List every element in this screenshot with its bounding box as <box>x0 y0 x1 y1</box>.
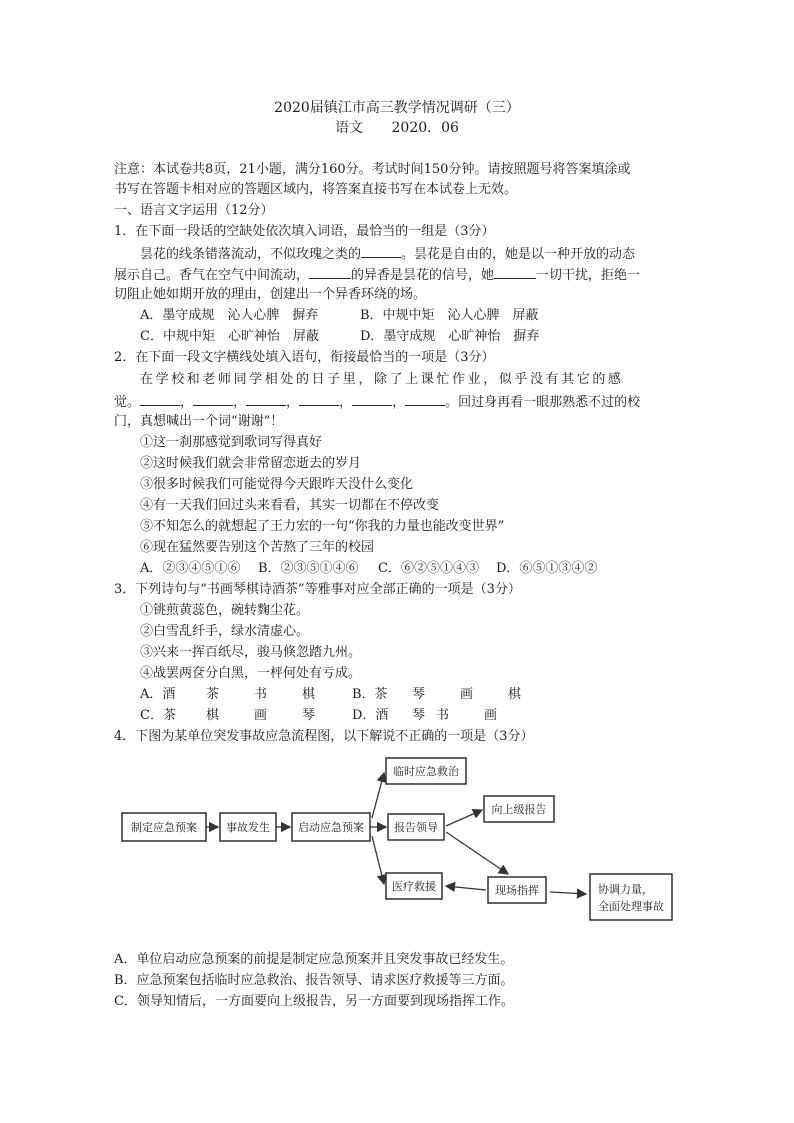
q1-option-a: A．墨守成规 沁人心脾 摒弃 <box>140 308 319 323</box>
flow-label-start-plan: 启动应急预案 <box>298 821 364 834</box>
q2-item: ④有一天我们回过头来看看，其实一切都在不停改变 <box>140 498 440 513</box>
section-heading: 一、语言文字运用（12分） <box>114 203 274 218</box>
q3-stem: 3．下列诗句与“书画琴棋诗酒茶”等雅事对应全部正确的一项是（3分） <box>114 582 521 597</box>
q1-blank-1 <box>361 243 401 258</box>
flow-node-coordinate <box>590 874 672 920</box>
flow-label-report-superior: 向上级报告 <box>491 803 547 816</box>
q2-passage-line-2: 觉。 ， ， ， ， ， 。回过身再看一眼那熟悉不过的校 <box>114 391 640 413</box>
q2-option-a: A．②③④⑤①⑥ <box>140 561 241 576</box>
q2-passage-line-3: 门，真想喊出一个词“谢谢”！ <box>114 414 284 429</box>
q1-stem: 1．在下面一段话的空缺处依次填入词语，最恰当的一组是（3分） <box>114 224 495 239</box>
q3-option-a: A．酒 <box>140 687 176 702</box>
q2-option-b: B．②③⑤①④⑥ <box>258 561 359 576</box>
emergency-flowchart <box>110 746 690 946</box>
q1-blank-3 <box>494 264 536 279</box>
q3-option-c: C．茶 <box>140 708 176 723</box>
flow-arrow <box>446 810 482 826</box>
q3-item: ②白雪乱纤手，绿水清虚心。 <box>140 624 310 639</box>
flow-label-plan: 制定应急预案 <box>131 821 197 834</box>
flow-label-first-aid: 临时应急救治 <box>393 765 459 778</box>
q1-passage-line-3: 切阻止她如期开放的理由，创建出一个异香环绕的场。 <box>114 287 427 302</box>
flow-arrow <box>372 773 384 818</box>
q1-options-row-2 <box>140 327 539 347</box>
flow-label-medical-rescue: 医疗救援 <box>392 880 436 893</box>
q1-passage-line-1: 昙花的线条错落流动，不似玫瑰之类的 。昙花是自由的，她是以一种开放的动态 <box>140 243 635 265</box>
q2-option-d: D．⑥⑤①③④② <box>496 561 598 576</box>
q3-options-row-2: C．茶 棋 画 琴 D．酒 琴 书 画 <box>140 706 497 726</box>
subject-label: 语文 <box>335 120 364 136</box>
notice-line-2: 书写在答题卡相对应的答题区域内，将答案直接书写在本试卷上无效。 <box>114 182 518 197</box>
q3-item: ③兴来一挥百纸尽，骏马倏忽踏九州。 <box>140 645 362 660</box>
q1-option-b: B．中规中矩 沁人心脾 屏蔽 <box>360 308 539 323</box>
q1-option-d: D．墨守成规 心旷神怡 摒弃 <box>360 329 540 344</box>
q4-stem: 4．下图为某单位突发事故应急流程图，以下解说不正确的一项是（3分） <box>114 729 534 744</box>
flow-label-on-site-command: 现场指挥 <box>495 884 539 897</box>
q3-option-b: B．茶 <box>352 687 388 702</box>
q1-blank-2 <box>309 264 351 279</box>
exam-date: 2020．06 <box>391 120 459 136</box>
q2-passage-line-1: 在学校和老师同学相处的日子里，除了上课忙作业，似乎没有其它的感 <box>140 372 624 387</box>
notice-line-1: 注意：本试卷共8页，21小题，满分160分。考试时间150分钟。请按照题号将答案填涂或 <box>114 162 631 177</box>
flow-arrow <box>446 886 486 890</box>
flow-label-accident: 事故发生 <box>226 821 270 834</box>
q1-options-row-1 <box>140 306 539 326</box>
q4-option-c: C．领导知情后，一方面要向上级报告，另一方面要到现场指挥工作。 <box>114 994 514 1009</box>
flow-label-coordinate-2: 全面处理事故 <box>598 900 664 913</box>
exam-title: 2020届镇江市高三教学情况调研（三） <box>274 100 520 116</box>
q2-options <box>140 559 597 579</box>
q4-option-b: B．应急预案包括临时应急救治、报告领导、请求医疗救援等三方面。 <box>114 973 514 988</box>
q2-item: ③很多时候我们可能觉得今天跟昨天没什么变化 <box>140 477 414 492</box>
flow-arrow <box>372 836 384 884</box>
exam-subtitle <box>0 118 794 138</box>
flow-arrow <box>446 832 508 874</box>
flow-label-report-leader: 报告领导 <box>394 821 438 834</box>
q2-option-c: C．⑥②⑤①④③ <box>378 561 479 576</box>
q3-item: ④战罢两奁分白黑，一枰何处有亏成。 <box>140 666 362 681</box>
q2-item: ⑥现在猛然要告别这个苦熬了三年的校园 <box>140 540 375 555</box>
flow-label-coordinate-1: 协调力量， <box>598 883 653 896</box>
q1-option-c: C．中规中矩 心旷神怡 屏蔽 <box>140 329 319 344</box>
q2-item: ①这一刹那感觉到歌词写得真好 <box>140 435 323 450</box>
q2-stem: 2．在下面一段文字横线处填入语句，衔接最恰当的一项是（3分） <box>114 350 495 365</box>
q3-option-d: D．酒 <box>352 708 389 723</box>
q4-option-a: A．单位启动应急预案的前提是制定应急预案并且突发事故已经发生。 <box>114 952 514 967</box>
q2-item: ②这时候我们就会非常留恋逝去的岁月 <box>140 456 362 471</box>
q2-item: ⑤不知怎么的就想起了王力宏的一句“你我的力量也能改变世界” <box>140 519 505 534</box>
q1-passage-line-2: 展示自己。香气在空气中间流动， 的异香是昙花的信号，她 一切干扰，拒绝一 <box>114 264 640 286</box>
q3-options-row-1: A．酒 茶 书 棋 B．茶 琴 画 棋 <box>140 685 521 705</box>
q3-item: ①铫煎黄蕊色，碗转麴尘花。 <box>140 603 310 618</box>
flow-arrow <box>550 892 586 894</box>
